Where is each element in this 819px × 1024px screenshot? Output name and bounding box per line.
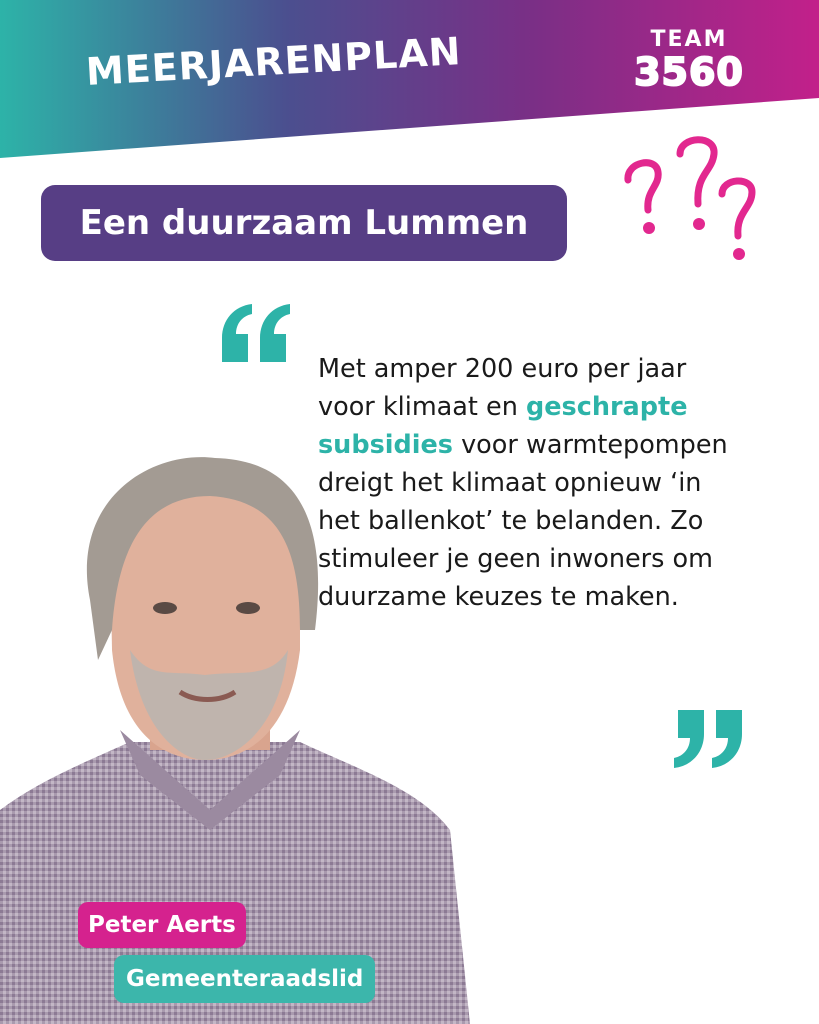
quote-open-icon	[222, 304, 292, 362]
question-marks-icon	[618, 132, 768, 262]
quote-highlight: geschrapte subsidies	[318, 392, 688, 460]
quote-part-1: Met amper 200 euro per jaar voor klimaat en	[318, 354, 687, 422]
page-title: MEERJARENPLAN	[84, 29, 463, 94]
team-logo	[624, 28, 754, 92]
logo-number-text: 3560	[634, 50, 744, 94]
logo-team-text: TEAM	[650, 27, 728, 52]
quote-close-icon	[672, 710, 742, 768]
topic-pill: Een duurzaam Lummen	[41, 185, 567, 261]
person-role-badge: Gemeenteraadslid	[114, 955, 375, 1003]
person-name-badge: Peter Aerts	[78, 902, 246, 948]
quote-part-2: voor warmtepompen dreigt het klimaat opnieuw ‘in het ballenkot’ te belanden. Zo stimuleer je geen inwoners om duurzame keuzes te maken.	[318, 430, 728, 612]
